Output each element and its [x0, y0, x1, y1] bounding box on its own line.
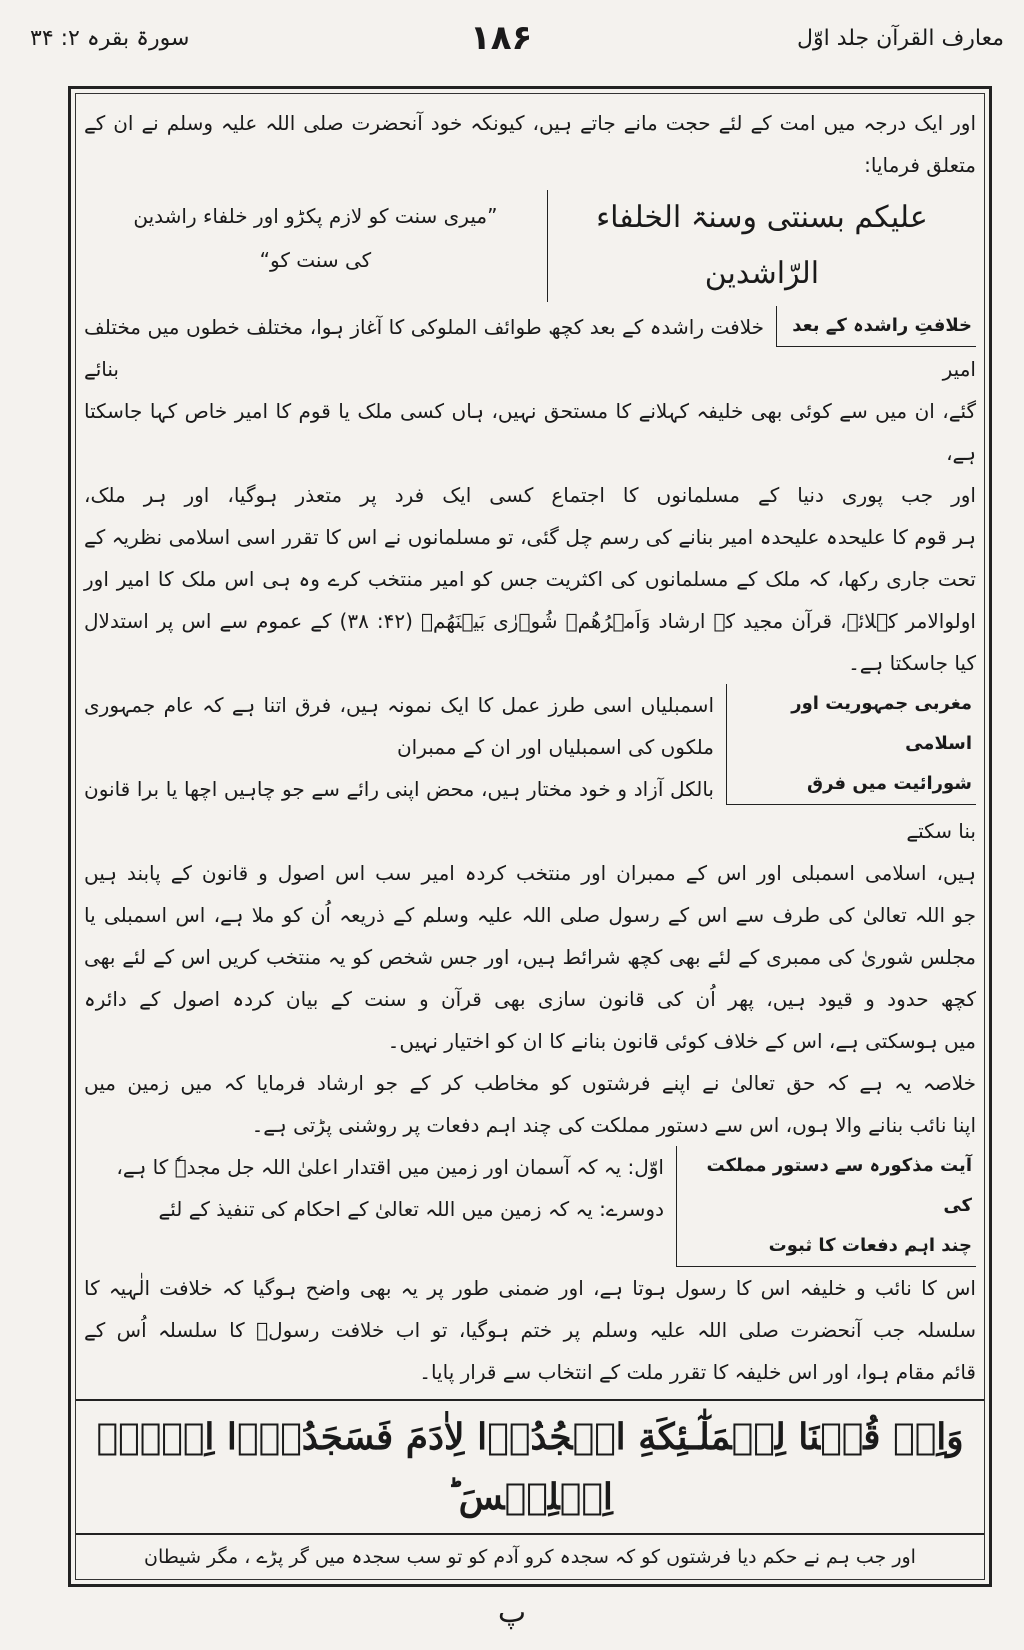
text-line: اولوالامر کہلائے، قرآن مجید کے ارشاد وَاَمۡرُهُمۡ شُوۡرٰى بَيۡنَهُمۡ (۴۲: ۳۸) کے عموم سے اس پر استدلال — [84, 609, 976, 633]
text-line: اس کا نائب و خلیفہ اس کا رسول ہوتا ہے، اور ضمنی طور پر یہ بھی واضح ہوگیا کہ خلافت الٰہیہ کا — [84, 1276, 976, 1300]
hadith-arabic: علیکم بسنتی وسنۃ الخلفاء — [596, 200, 928, 235]
text-line: مجلس شوریٰ کی ممبری کے لئے بھی کچھ شرائط ہیں، اور جس شخص کو یہ منتخب کریں اس کے لئے بھی — [84, 945, 976, 969]
text-line: اور ایک درجہ میں امت کے لئے حجت مانے جاتے ہیں، کیونکہ خود آنحضرت صلی اللہ علیہ وسلم نے ان کے — [84, 111, 976, 135]
hadith-arabic: الرّاشدین — [704, 256, 820, 291]
quran-verse: وَاِذۡ قُلۡنَا لِلۡمَلٰٓـئِكَةِ اسۡجُدُوۡا لِاٰدَمَ فَسَجَدُوۡٓا اِلَّاۤ اِبۡلِيۡسَ ؕ — [96, 1416, 964, 1518]
page-header — [0, 0, 1024, 86]
side-heading-box — [726, 684, 976, 805]
text-line: کچھ حدود و قیود ہیں، پھر اُن کی قانون سازی بھی قرآن و سنت کے بیان کردہ اصول کے دائرہ — [84, 987, 976, 1011]
text-line: جو اللہ تعالیٰ کی طرف سے اس کے رسول صلی اللہ علیہ وسلم کے ذریعہ اُن کو ملا ہے، اس اسمبلی یا — [84, 903, 976, 927]
footer-mark: پ — [497, 1595, 527, 1630]
text-line: سلسلہ جب آنحضرت صلی اللہ علیہ وسلم پر ختم ہوگیا، تو اب خلافت رسولؐ کا سلسلہ اُس کے — [84, 1318, 976, 1342]
text-line: تحت جاری رکھا، کہ ملک کے مسلمانوں کی اکثریت جس کو امیر منتخب کرے وہ ہی اس ملک کا امیر اور — [84, 567, 976, 591]
divider — [76, 1533, 984, 1535]
text-line: بالکل آزاد و خود مختار ہیں، محض اپنی رائے سے جو چاہیں اچھا یا برا قانون بنا سکتے — [84, 777, 976, 843]
text-line: کیا جاسکتا ہے۔ — [848, 651, 976, 675]
side-heading: مغربی جمہوریت اور اسلامی — [791, 693, 972, 754]
text-line: ہر قوم کا علیحدہ علیحدہ امیر بنانے کی رسم چل گئی، تو مسلمانوں نے اس کا تقرر اسی اسلامی نظریہ کے — [84, 525, 976, 549]
text-line: خلافت راشدہ کے بعد کچھ طوائف الملوکی کا آغاز ہوا، مختلف خطوں میں مختلف امیر بنائے — [84, 315, 976, 381]
side-heading-box — [776, 306, 976, 347]
text-line: خلاصہ یہ ہے کہ حق تعالیٰ نے اپنے فرشتوں کو مخاطب کر کے جو ارشاد فرمایا کہ میں زمین میں — [84, 1071, 976, 1095]
book-title: معارف القرآن جلد اوّل — [796, 26, 1004, 51]
verse-translation: اور جب ہم نے حکم دیا فرشتوں کو کہ سجدہ کرو آدم کو تو سب سجدہ میں گر پڑے ، مگر شیطان — [144, 1546, 916, 1568]
text-line: اوّل: یہ کہ آسمان اور زمین میں اقتدار اعلیٰ اللہ جل مجدہٗ کا ہے، — [116, 1155, 664, 1179]
text-line: اور جب پوری دنیا کے مسلمانوں کا اجتماع کسی ایک فرد پر متعذر ہوگیا، اور ہر ملک، — [84, 483, 976, 507]
hadith-translation-column — [84, 190, 547, 302]
surah-reference: سورۃ بقرہ ۲: ۳۴ — [30, 26, 190, 51]
page-frame — [68, 86, 992, 1587]
text-line: میں ہوسکتی ہے، اس کے خلاف کوئی قانون بنانے کا ان کو اختیار نہیں۔ — [387, 1029, 976, 1053]
divider — [76, 1399, 984, 1401]
text-line: دوسرے: یہ کہ زمین میں اللہ تعالیٰ کے احکام کی تنفیذ کے لئے — [158, 1197, 664, 1221]
side-heading: خلافتِ راشدہ کے بعد — [792, 315, 972, 336]
hadith-translation: کی سنت کو“ — [259, 248, 372, 272]
side-heading: شورائیت میں فرق — [807, 773, 972, 794]
side-heading-box — [676, 1146, 976, 1267]
side-heading: آیت مذکورہ سے دستور مملکت کی — [706, 1155, 972, 1216]
page-number: ۱۸۶ — [470, 18, 533, 58]
hadith-block — [84, 190, 976, 302]
text-line: متعلق فرمایا: — [864, 153, 976, 177]
text-line: قائم مقام ہوا، اور اس خلیفہ کا تقرر ملت کے انتخاب سے قرار پایا۔ — [419, 1360, 976, 1384]
hadith-arabic-column — [547, 190, 976, 302]
text-line: اپنا نائب بنانے والا ہوں، اس سے دستور مملکت کی چند اہم دفعات پر روشنی پڑتی ہے۔ — [251, 1113, 976, 1137]
side-heading: چند اہم دفعات کا ثبوت — [768, 1235, 972, 1256]
text-line: ہیں، اسلامی اسمبلی اور اس کے ممبران اور منتخب کردہ امیر سب اس اصول و قانون کے پابند ہیں — [84, 861, 976, 885]
text-line: گئے، ان میں سے کوئی بھی خلیفہ کہلانے کا مستحق نہیں، ہاں کسی ملک یا قوم کا امیر خاص کہا جاسکتا ہے، — [84, 399, 976, 465]
text-line: اسمبلیاں اسی طرز عمل کا ایک نمونہ ہیں، فرق اتنا ہے کہ عام جمہوری ملکوں کی اسمبلیاں اور ان کے ممبران — [84, 693, 714, 759]
hadith-translation: ”میری سنت کو لازم پکڑو اور خلفاء راشدین — [133, 204, 498, 228]
page-frame-inner — [75, 93, 985, 1580]
